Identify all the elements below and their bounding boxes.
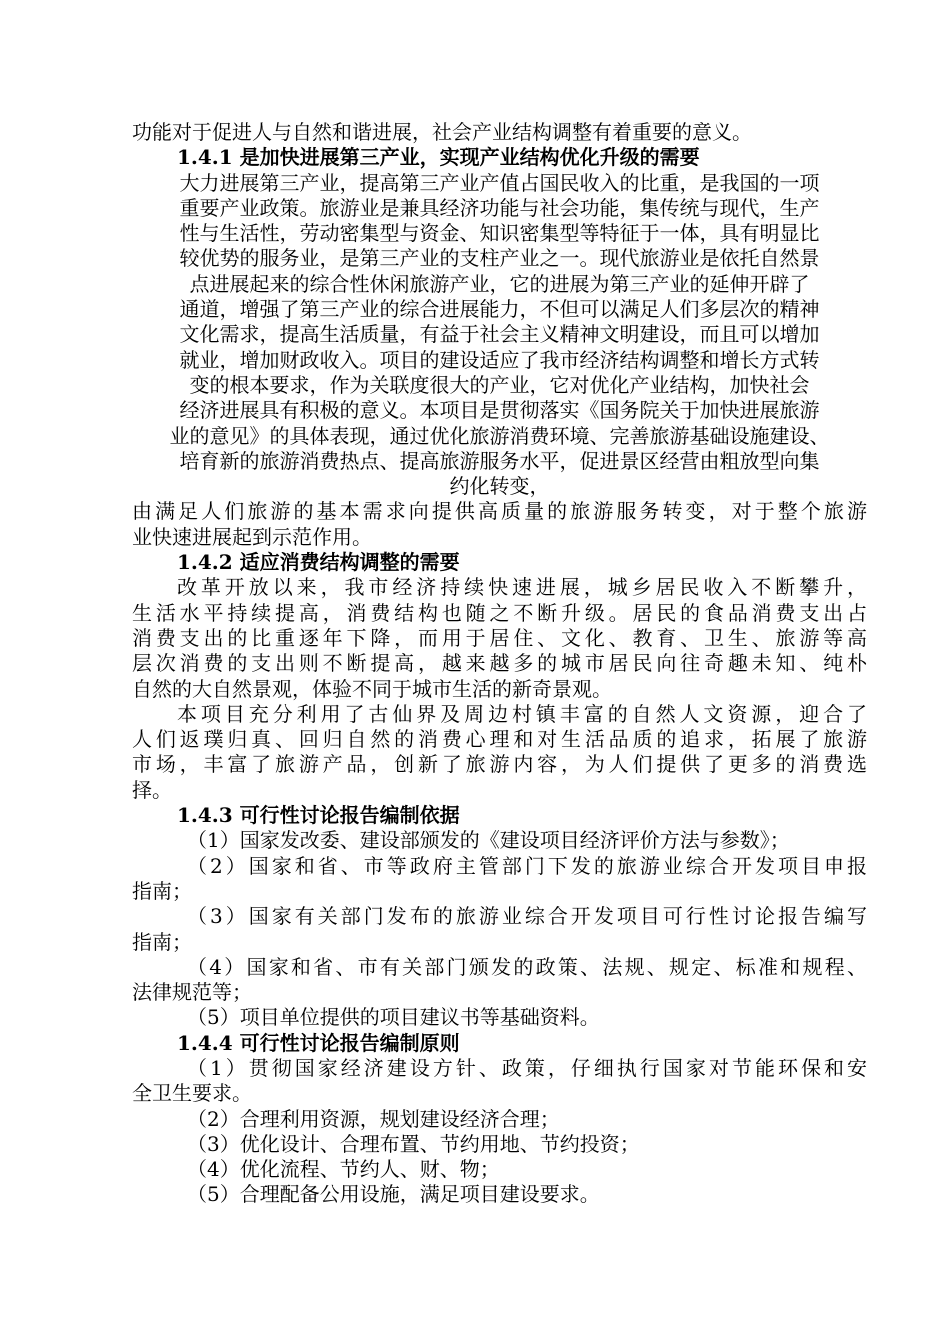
- paragraph-line: 较优势的服务业，是第三产业的支柱产业之一。现代旅游业是依托自然景: [179, 246, 820, 271]
- section-1-4-1-tail-paragraph: [132, 499, 867, 550]
- list-item: （3）优化设计、合理布置、节约用地、节约投资；: [187, 1131, 640, 1156]
- paragraph-line: 文化需求，提高生活质量，有益于社会主义精神文明建设，而且可以增加: [179, 322, 820, 347]
- paragraph-line: 约化转变，: [449, 474, 550, 499]
- list-item-continuation: 法律规范等；: [132, 980, 252, 1005]
- paragraph-line: 改革开放以来，我市经济持续快速进展，城乡居民收入不断攀升，: [177, 575, 867, 600]
- paragraph-line: 就业，增加财政收入。项目的建设适应了我市经济结构调整和增长方式转: [179, 347, 820, 372]
- paragraph-line: 自然的大自然景观，体验不同于城市生活的新奇景观。: [132, 676, 612, 701]
- section-1-4-2-heading: 1.4.2 适应消费结构调整的需要: [177, 550, 460, 575]
- paragraph-line: 性与生活性，劳动密集型与资金、知识密集型等特征于一体，具有明显比: [179, 221, 820, 246]
- paragraph-line: 择。: [132, 777, 172, 802]
- paragraph-line: 经济进展具有积极的意义。本项目是贯彻落实《国务院关于加快进展旅游: [179, 398, 820, 423]
- list-item: （4）国家和省、市有关部门颁发的政策、法规、规定、标准和规程、: [187, 954, 867, 979]
- paragraph-line: 本项目充分利用了古仙界及周边村镇丰富的自然人文资源，迎合了: [177, 701, 867, 726]
- paragraph-line: 重要产业政策。旅游业是兼具经济功能与社会功能，集传统与现代，生产: [179, 195, 820, 220]
- paragraph-line: 消费支出的比重逐年下降，而用于居住、文化、教育、卫生、旅游等高: [132, 625, 867, 650]
- list-item-continuation: 全卫生要求。: [132, 1081, 252, 1106]
- list-item: （5）合理配备公用设施，满足项目建设要求。: [187, 1182, 600, 1207]
- section-1-4-3-heading: 1.4.3 可行性讨论报告编制依据: [177, 803, 460, 828]
- paragraph-line: 培育新的旅游消费热点、提高旅游服务水平，促进景区经营由粗放型向集: [179, 448, 820, 473]
- document-page: [132, 120, 867, 1208]
- paragraph-line: 生活水平持续提高，消费结构也随之不断升级。居民的食品消费支出占: [132, 600, 867, 625]
- paragraph-line: 人们返璞归真、回归自然的消费心理和对生活品质的追求，拓展了旅游: [132, 727, 867, 752]
- paragraph-line: 点进展起来的综合性休闲旅游产业，它的进展为第三产业的延伸开辟了: [189, 271, 810, 296]
- section-1-4-1-heading: 1.4.1 是加快进展第三产业，实现产业结构优化升级的需要: [177, 145, 700, 170]
- section-1-4-3-list: [132, 828, 867, 1030]
- paragraph-line: 市场，丰富了旅游产品，创新了旅游内容，为人们提供了更多的消费选: [132, 752, 867, 777]
- section-1-4-2-paragraph-2: [132, 702, 867, 803]
- paragraph-line: 由满足人们旅游的基本需求向提供高质量的旅游服务转变，对于整个旅游: [132, 499, 867, 524]
- intro-tail-line: 功能对于促进人与自然和谐进展，社会产业结构调整有着重要的意义。: [132, 120, 752, 144]
- paragraph-line: 业的意见》的具体表现，通过优化旅游消费环境、完善旅游基础设施建设、: [169, 423, 830, 448]
- paragraph-line: 通道，增强了第三产业的综合进展能力，不但可以满足人们多层次的精神: [179, 297, 820, 322]
- paragraph-line: 层次消费的支出则不断提高，越来越多的城市居民向往奇趣未知、纯朴: [132, 651, 867, 676]
- paragraph-line: 大力进展第三产业，提高第三产业产值占国民收入的比重，是我国的一项: [179, 170, 820, 195]
- list-item: （5）项目单位提供的项目建议书等基础资料。: [187, 1005, 600, 1030]
- paragraph-line: 变的根本要求，作为关联度很大的产业，它对优化产业结构，加快社会: [189, 372, 810, 397]
- list-item: （4）优化流程、节约人、财、物；: [187, 1157, 500, 1182]
- paragraph-line: 业快速进展起到示范作用。: [132, 524, 372, 549]
- list-item: （1）国家发改委、建设部颁发的《建设项目经济评价方法与参数》；: [187, 828, 790, 853]
- list-item: （2）国家和省、市等政府主管部门下发的旅游业综合开发项目申报: [187, 853, 867, 878]
- list-item: （3）国家有关部门发布的旅游业综合开发项目可行性讨论报告编写: [187, 904, 867, 929]
- section-1-4-4-heading: 1.4.4 可行性讨论报告编制原则: [177, 1030, 460, 1055]
- list-item: （2）合理利用资源，规划建设经济合理；: [187, 1106, 560, 1131]
- list-item-continuation: 指南；: [132, 929, 192, 954]
- list-item-continuation: 指南；: [132, 878, 192, 903]
- section-1-4-4-list: [132, 1056, 867, 1208]
- section-1-4-2-paragraph-1: [132, 575, 867, 701]
- section-1-4-1-centered-paragraph: [132, 171, 867, 500]
- list-item: （1）贯彻国家经济建设方针、政策，仔细执行国家对节能环保和安: [187, 1055, 867, 1080]
